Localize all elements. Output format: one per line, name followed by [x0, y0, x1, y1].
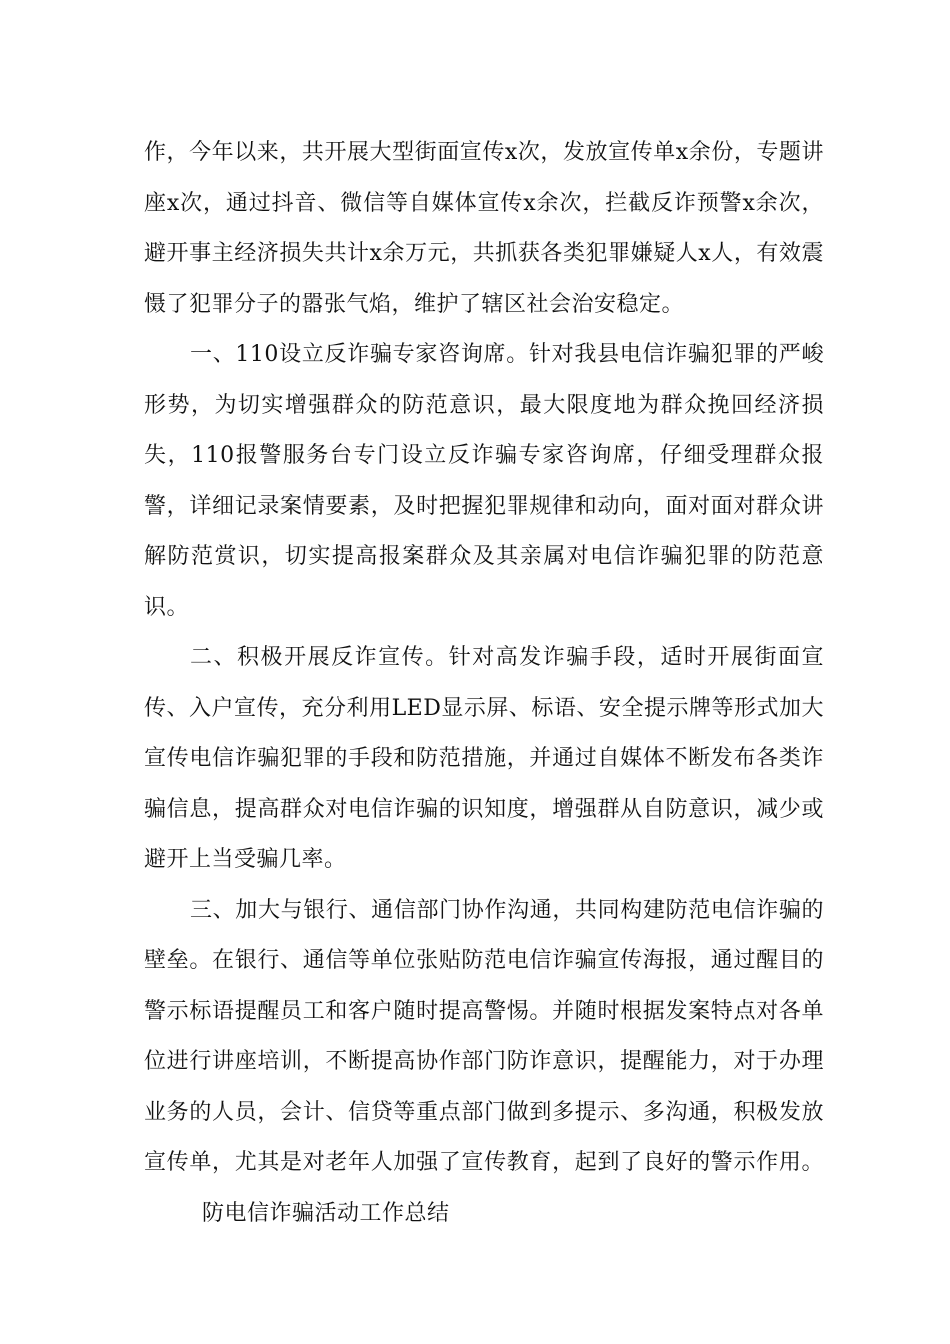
document-body: [144, 128, 824, 1239]
trailing-title: 防电信诈骗活动工作总结: [202, 1200, 450, 1226]
paragraph-section-3-text: 三、加大与银行、通信部门协作沟通，共同构建防范电信诈骗的壁垒。在银行、通信等单位张贴防范电信诈骗宣传海报，通过醒目的警示标语提醒员工和客户随时提高警惕。并随时根据发案特点对各单位进行讲座培训，不断提高协作部门防诈意识，提醒能力，对于办理业务的人员，会计、信贷等重点部门做到多提示、多沟通，积极发放宣传单，尤其是对老年人加强了宣传教育，起到了良好的警示作用。: [144, 897, 824, 1175]
paragraph-intro: 作，今年以来，共开展大型街面宣传x次，发放宣传单x余份，专题讲座x次，通过抖音、微信等自媒体宣传x余次，拦截反诈预警x余次，避开事主经济损失共计x余万元，共抓获各类犯罪嫌疑人x人，有效震慑了犯罪分子的嚣张气焰，维护了辖区社会治安稳定。: [144, 140, 824, 317]
paragraph-section-1: 一、110设立反诈骗专家咨询席。针对我县电信诈骗犯罪的严峻形势，为切实增强群众的防范意识，最大限度地为群众挽回经济损失，110报警服务台专门设立反诈骗专家咨询席，仔细受理群众报警，详细记录案情要素，及时把握犯罪规律和动向，面对面对群众讲解防范赏识，切实提高报案群众及其亲属对电信诈骗犯罪的防范意识。: [144, 342, 824, 620]
paragraph-section-2: 二、积极开展反诈宣传。针对高发诈骗手段，适时开展街面宣传、入户宣传，充分利用LED显示屏、标语、安全提示牌等形式加大宣传电信诈骗犯罪的手段和防范措施，并通过自媒体不断发布各类诈骗信息，提高群众对电信诈骗的识知度，增强群从自防意识，减少或避开上当受骗几率。: [144, 645, 824, 872]
paragraph-section-3: [144, 886, 824, 1240]
